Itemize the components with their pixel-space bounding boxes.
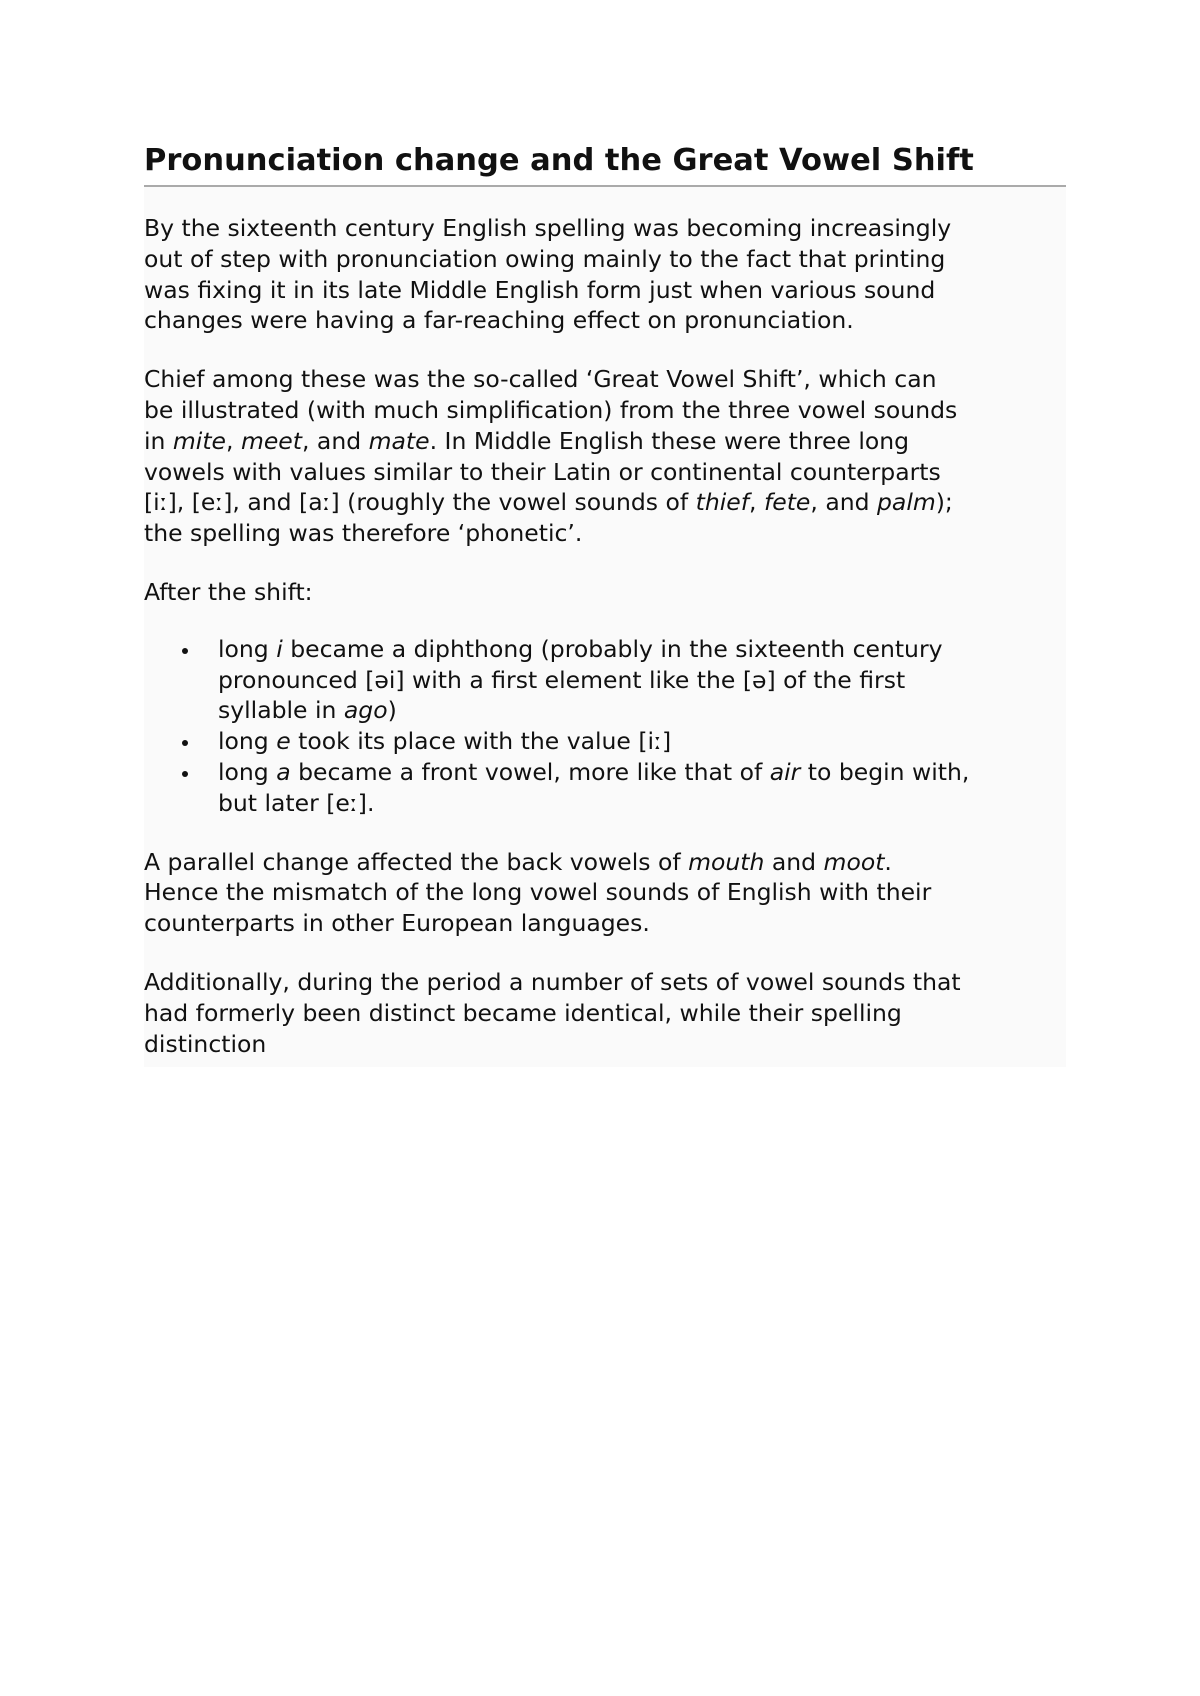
paragraph-additionally [144,967,1066,1059]
text-line: Chief among these was the so-called ‘Great Vowel Shift’, which can [144,365,937,394]
text-fragment: long [218,727,277,756]
bullet-list [144,634,1066,819]
text-line: pronounced [əi] with a first element like the [ə] of the first [218,665,906,694]
list-item [218,634,1066,726]
text-fragment: . [884,847,892,876]
paragraph-parallel-change [144,847,1066,939]
italic-word: meet [240,426,302,455]
text-line: Hence the mismatch of the long vowel sounds of English with their [144,878,932,907]
text-line [144,426,1066,457]
text-line [218,757,1066,788]
text-fragment: to begin with, [800,757,970,786]
text-line: was fixing it in its late Middle English form just when various sound [144,275,936,304]
text-fragment: took its place with the value [iː] [290,727,672,756]
text-line: changes were having a far-reaching effect on pronunciation. [144,306,854,335]
italic-word: thief [695,488,750,517]
text-line: Additionally, during the period a number of sets of vowel sounds that [144,967,961,996]
italic-word: air [769,757,801,786]
text-line: counterparts in other European languages. [144,909,650,938]
italic-word: a [276,757,291,786]
text-fragment: , [226,426,241,455]
text-fragment: ); [935,488,953,517]
list-item [218,726,1066,757]
text-line [218,726,1066,757]
paragraph-after-shift: After the shift: [144,577,313,606]
italic-word: i [276,634,283,663]
text-fragment: became a diphthong (probably in the sixteenth century [282,634,943,663]
article [144,143,1066,1067]
text-line [218,634,1066,665]
text-line [144,487,1066,518]
italic-word: palm [877,488,936,517]
text-line: out of step with pronunciation owing mainly to the fact that printing [144,244,946,273]
italic-word: e [276,727,291,756]
text-line: the spelling was therefore ‘phonetic’. [144,519,583,548]
text-line: had formerly been distinct became identical, while their spelling [144,998,902,1027]
text-line: vowels with values similar to their Latin or continental counterparts [144,457,941,486]
text-fragment: ) [387,696,397,725]
paragraph-vowel-shift [144,364,1066,549]
text-fragment: . In Middle English these were three long [429,426,910,455]
text-line: By the sixteenth century English spelling was becoming increasingly [144,214,952,242]
text-line: be illustrated (with much simplification) from the three vowel sounds [144,395,958,424]
text-line [218,695,1066,726]
text-fragment: , [749,488,764,517]
page-title: Pronunciation change and the Great Vowel Shift [144,143,1066,187]
text-fragment: and [764,847,824,876]
text-fragment: [iː], [eː], and [aː] (roughly the vowel sounds of [144,488,696,517]
paragraph-intro [144,213,1066,336]
text-fragment: long [218,634,277,663]
text-line: distinction [144,1029,267,1058]
text-fragment: in [144,426,173,455]
text-fragment: A parallel change affected the back vowels of [144,847,689,876]
text-line [144,847,1066,878]
article-body [144,213,1066,1059]
text-fragment: , and [810,488,878,517]
text-fragment: long [218,757,277,786]
list-item [218,757,1066,819]
text-fragment: , and [301,426,369,455]
italic-word: fete [763,488,811,517]
text-line: but later [eː]. [218,788,375,817]
text-fragment: syllable in [218,696,344,725]
italic-word: moot [823,847,885,876]
italic-word: mouth [688,847,765,876]
italic-word: ago [343,696,388,725]
italic-word: mate [368,426,430,455]
italic-word: mite [172,426,226,455]
text-fragment: became a front vowel, more like that of [290,757,770,786]
